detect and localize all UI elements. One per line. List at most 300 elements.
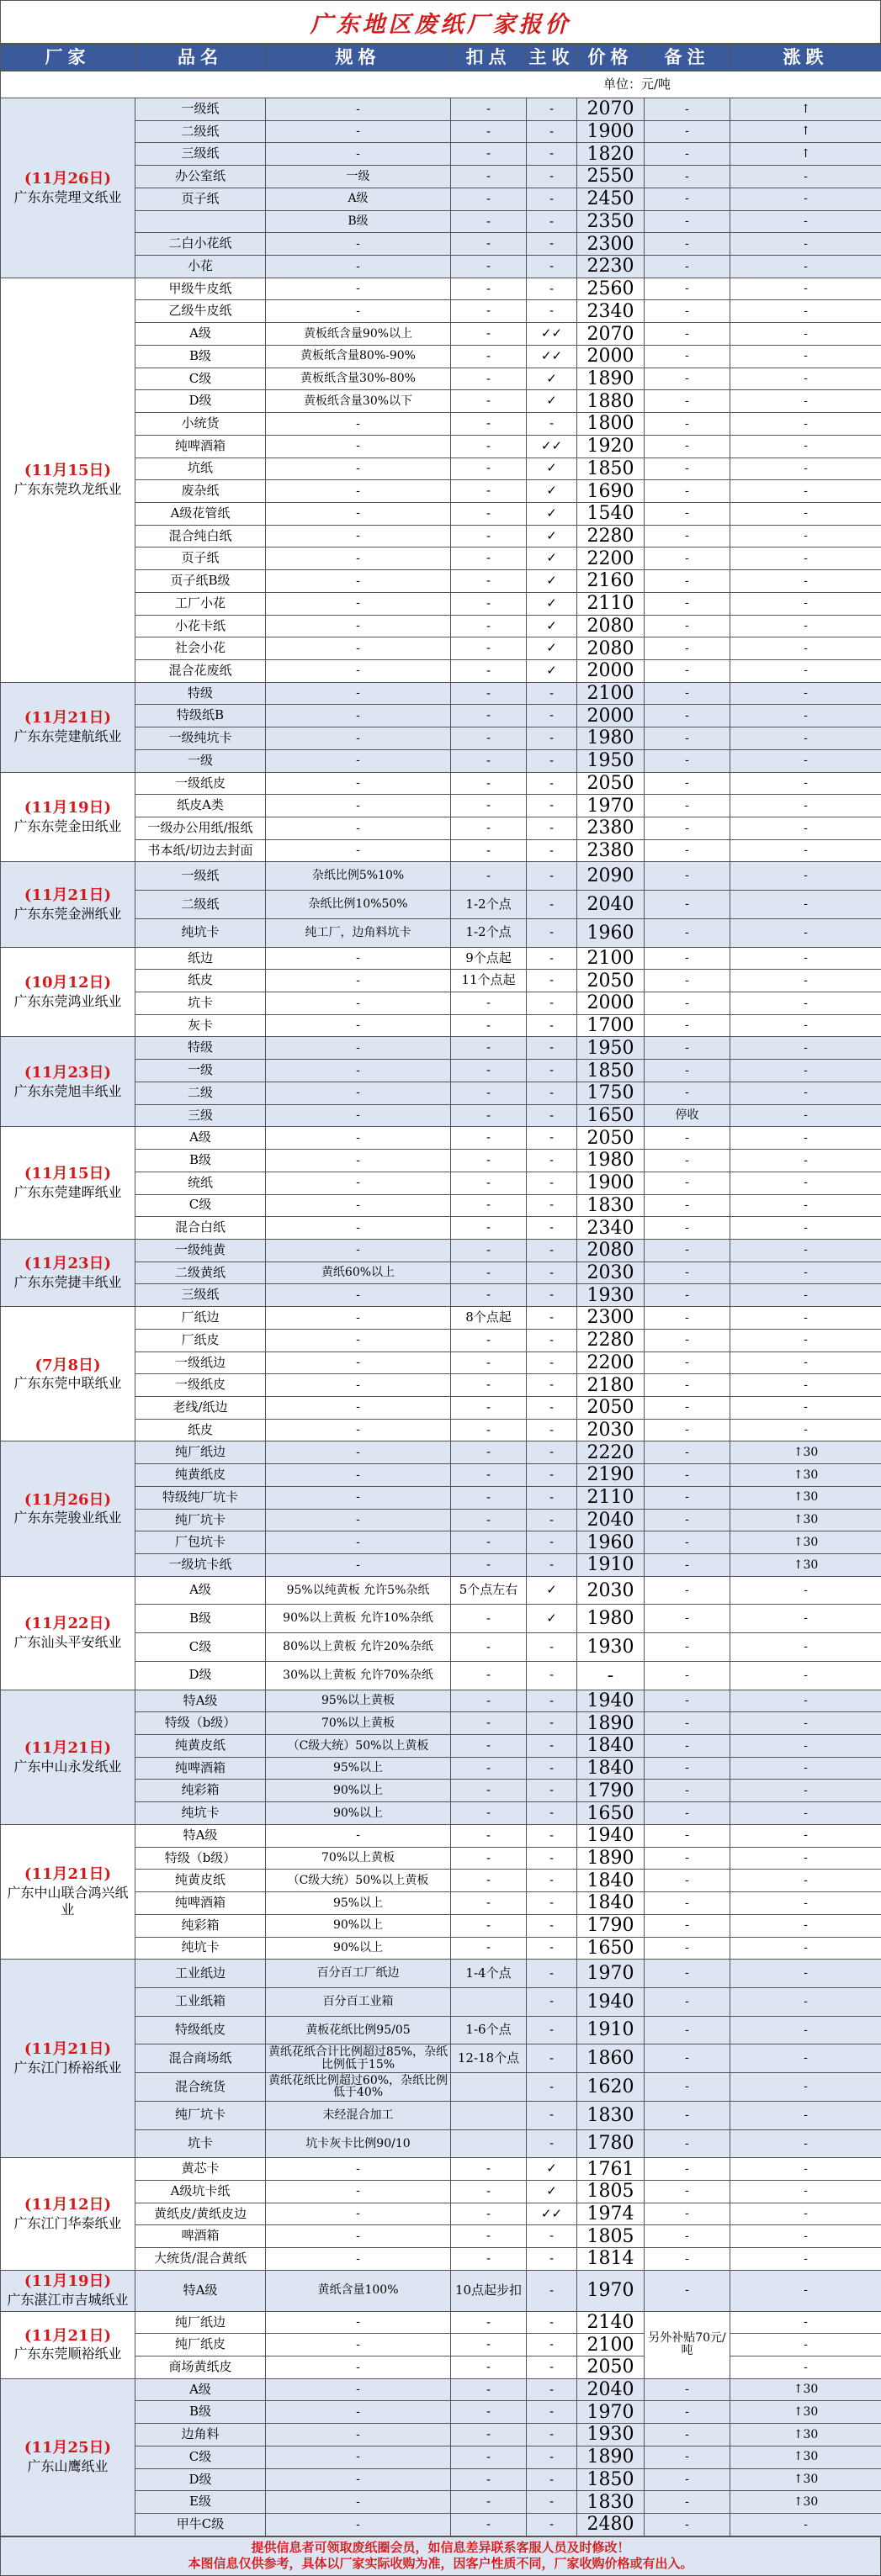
product-cell: 小统货: [135, 413, 266, 436]
change-cell: -: [730, 502, 881, 525]
table-row: [1, 2378, 881, 2401]
note-cell: -: [645, 1037, 730, 1060]
table-row: [1, 862, 881, 891]
change-cell: -: [730, 1824, 881, 1847]
deduct-cell: -: [451, 1396, 527, 1419]
table-row: [1, 278, 881, 300]
price-cell: 2190: [577, 1464, 645, 1487]
product-cell: 坑纸: [135, 458, 266, 480]
note-cell: -: [645, 637, 730, 660]
deduct-cell: -: [451, 1419, 527, 1441]
main-buy-cell: -: [527, 891, 577, 919]
product-cell: 厂包坑卡: [135, 1531, 266, 1554]
price-cell: 2560: [577, 278, 645, 300]
deduct-cell: -: [451, 1150, 527, 1172]
price-cell: 1970: [577, 2270, 645, 2311]
deduct-cell: -: [451, 1172, 527, 1194]
product-cell: 纯啤酒箱: [135, 435, 266, 458]
price-cell: 1960: [577, 1531, 645, 1554]
main-buy-cell: ✓: [527, 659, 577, 682]
product-cell: 纯厂坑卡: [135, 1509, 266, 1531]
main-buy-cell: -: [527, 2334, 577, 2356]
product-cell: 甲牛C级: [135, 2514, 266, 2536]
note-cell: -: [645, 1060, 730, 1082]
note-cell: -: [645, 1690, 730, 1712]
spec-cell: -: [266, 2468, 451, 2491]
main-buy-cell: -: [527, 1104, 577, 1127]
deduct-cell: -: [451, 1824, 527, 1847]
main-buy-cell: -: [527, 2491, 577, 2514]
main-buy-cell: -: [527, 2401, 577, 2424]
deduct-cell: -: [451, 1735, 527, 1758]
price-cell: 1970: [577, 795, 645, 817]
note-cell: -: [645, 772, 730, 795]
company-name: 广东东莞鸿业纸业: [13, 992, 122, 1009]
note-cell: -: [645, 705, 730, 727]
product-cell: 纯厂纸皮: [135, 2334, 266, 2356]
change-cell: -: [730, 1712, 881, 1735]
price-cell: 2050: [577, 1127, 645, 1150]
change-cell: -: [730, 970, 881, 992]
spec-cell: 黄板纸含量80%-90%: [266, 345, 451, 368]
deduct-cell: -: [451, 682, 527, 705]
main-buy-cell: -: [527, 1757, 577, 1780]
change-cell: -: [730, 2311, 881, 2334]
col-header-company: 厂家: [1, 45, 135, 71]
note-cell: -: [645, 1396, 730, 1419]
deduct-cell: -: [451, 1757, 527, 1780]
main-buy-cell: -: [527, 2446, 577, 2468]
note-cell: -: [645, 480, 730, 503]
note-cell: -: [645, 795, 730, 817]
company-name: 广东东莞玖龙纸业: [13, 480, 122, 497]
spec-cell: -: [266, 592, 451, 615]
deduct-cell: -: [451, 1486, 527, 1509]
price-cell: 1970: [577, 1960, 645, 1988]
product-cell: 纯黄皮纸: [135, 1870, 266, 1892]
spec-cell: 纯工厂，边角料坑卡: [266, 918, 451, 947]
note-cell: 停收: [645, 1104, 730, 1127]
price-cell: 1980: [577, 1605, 645, 1633]
change-cell: -: [730, 1576, 881, 1605]
company-group: [1, 1690, 881, 1824]
company-name: 广东江门华泰纸业: [13, 2214, 122, 2231]
product-cell: 纯坑卡: [135, 1802, 266, 1825]
note-cell: -: [645, 970, 730, 992]
main-buy-cell: -: [527, 1127, 577, 1150]
company-name: 广东东莞捷丰纸业: [13, 1273, 122, 1290]
main-buy-cell: ✓: [527, 2158, 577, 2181]
price-cell: 2100: [577, 2334, 645, 2356]
spec-cell: 90%以上黄板 允许10%杂纸: [266, 1605, 451, 1633]
main-buy-cell: -: [527, 1960, 577, 1988]
price-cell: 2230: [577, 256, 645, 278]
price-cell: -: [577, 1661, 645, 1690]
product-cell: 页子纸B级: [135, 570, 266, 593]
deduct-cell: [451, 2129, 527, 2158]
deduct-cell: 8个点起: [451, 1307, 527, 1330]
price-cell: 2140: [577, 2311, 645, 2334]
main-buy-cell: -: [527, 817, 577, 840]
price-cell: 1830: [577, 2101, 645, 2129]
product-cell: 工业纸箱: [135, 1987, 266, 2016]
change-cell: ↑30: [730, 1554, 881, 1577]
change-cell: -: [730, 1757, 881, 1780]
spec-cell: -: [266, 1060, 451, 1082]
deduct-cell: -: [451, 300, 527, 323]
spec-cell: 70%以上黄板: [266, 1712, 451, 1735]
change-cell: -: [730, 1284, 881, 1307]
product-cell: 纯厂纸边: [135, 2311, 266, 2334]
spec-cell: -: [266, 1509, 451, 1531]
note-cell: -: [645, 1374, 730, 1397]
spec-cell: -: [266, 1307, 451, 1330]
product-cell: 商场黄纸皮: [135, 2356, 266, 2379]
price-cell: 2000: [577, 345, 645, 368]
main-buy-cell: -: [527, 2270, 577, 2311]
spec-cell: -: [266, 2225, 451, 2248]
spec-cell: -: [266, 1194, 451, 1217]
note-cell: -: [645, 98, 730, 121]
company-group: [1, 1576, 881, 1690]
change-cell: ↑30: [730, 2446, 881, 2468]
deduct-cell: -: [451, 1892, 527, 1915]
product-cell: 一级: [135, 749, 266, 772]
deduct-cell: -: [451, 143, 527, 166]
change-cell: -: [730, 1960, 881, 1988]
change-cell: ↑30: [730, 2468, 881, 2491]
spec-cell: -: [266, 1082, 451, 1104]
note-cell: -: [645, 413, 730, 436]
product-cell: 灰卡: [135, 1014, 266, 1037]
company-cell: [1, 1239, 135, 1306]
spec-cell: -: [266, 525, 451, 547]
deduct-cell: -: [451, 525, 527, 547]
spec-cell: 90%以上: [266, 1802, 451, 1825]
main-buy-cell: -: [527, 1914, 577, 1937]
change-cell: -: [730, 2101, 881, 2129]
main-buy-cell: -: [527, 120, 577, 143]
price-cell: 1850: [577, 2468, 645, 2491]
change-cell: -: [730, 1396, 881, 1419]
col-header-product: 品名: [135, 45, 266, 71]
product-cell: 二级纸: [135, 120, 266, 143]
main-buy-cell: -: [527, 749, 577, 772]
price-cell: 1690: [577, 480, 645, 503]
price-cell: 1700: [577, 1014, 645, 1037]
change-cell: -: [730, 1661, 881, 1690]
deduct-cell: -: [451, 1661, 527, 1690]
main-buy-cell: -: [527, 2101, 577, 2129]
note-cell: -: [645, 502, 730, 525]
company-date: (11月21日): [24, 2040, 112, 2059]
price-cell: 1790: [577, 1914, 645, 1937]
deduct-cell: -: [451, 1194, 527, 1217]
spec-cell: （C级大统）50%以上黄板: [266, 1870, 451, 1892]
deduct-cell: -: [451, 2311, 527, 2334]
deduct-cell: -: [451, 705, 527, 727]
note-cell: -: [645, 1486, 730, 1509]
price-cell: 1540: [577, 502, 645, 525]
note-cell: -: [645, 1661, 730, 1690]
price-cell: 2380: [577, 839, 645, 862]
main-buy-cell: -: [527, 727, 577, 750]
price-cell: 1970: [577, 2401, 645, 2424]
price-cell: 1840: [577, 1870, 645, 1892]
main-buy-cell: -: [527, 1441, 577, 1464]
change-cell: -: [730, 615, 881, 637]
deduct-cell: -: [451, 1690, 527, 1712]
note-cell: -: [645, 2424, 730, 2446]
main-buy-cell: -: [527, 1060, 577, 1082]
note-cell: -: [645, 1605, 730, 1633]
price-cell: 2050: [577, 772, 645, 795]
price-cell: 1830: [577, 1194, 645, 1217]
main-buy-cell: -: [527, 2225, 577, 2248]
col-header-price: 价格: [577, 45, 645, 71]
note-cell: -: [645, 2225, 730, 2248]
change-cell: -: [730, 1037, 881, 1060]
change-cell: -: [730, 368, 881, 390]
company-date: (11月21日): [24, 1865, 112, 1884]
price-cell: 1930: [577, 1633, 645, 1662]
price-cell: 2000: [577, 705, 645, 727]
change-cell: -: [730, 547, 881, 570]
note-cell: -: [645, 1239, 730, 1262]
company-cell: [1, 278, 135, 682]
main-buy-cell: ✓: [527, 637, 577, 660]
spec-cell: -: [266, 1014, 451, 1037]
product-cell: A级花管纸: [135, 502, 266, 525]
deduct-cell: -: [451, 2158, 527, 2181]
price-cell: 2000: [577, 992, 645, 1015]
price-cell: 1900: [577, 120, 645, 143]
change-cell: -: [730, 458, 881, 480]
change-cell: ↑30: [730, 1486, 881, 1509]
change-cell: -: [730, 1870, 881, 1892]
deduct-cell: -: [451, 1037, 527, 1060]
company-group: [1, 1127, 881, 1240]
price-cell: 2000: [577, 659, 645, 682]
price-cell: 1820: [577, 143, 645, 166]
note-cell: -: [645, 323, 730, 346]
price-cell: 2300: [577, 1307, 645, 1330]
table-row: [1, 1824, 881, 1847]
change-cell: -: [730, 390, 881, 413]
price-cell: 1930: [577, 2424, 645, 2446]
note-cell: -: [645, 1892, 730, 1915]
product-cell: A级: [135, 2378, 266, 2401]
note-cell: -: [645, 1194, 730, 1217]
spec-cell: -: [266, 1531, 451, 1554]
main-buy-cell: -: [527, 1262, 577, 1284]
main-buy-cell: -: [527, 1509, 577, 1531]
deduct-cell: -: [451, 2401, 527, 2424]
main-buy-cell: ✓: [527, 502, 577, 525]
unit-row-body: [1, 71, 881, 98]
deduct-cell: 11个点起: [451, 970, 527, 992]
main-buy-cell: -: [527, 1419, 577, 1441]
change-cell: -: [730, 1351, 881, 1374]
product-cell: D级: [135, 390, 266, 413]
deduct-cell: -: [451, 1217, 527, 1240]
deduct-cell: -: [451, 1554, 527, 1577]
spec-cell: -: [266, 749, 451, 772]
deduct-cell: -: [451, 992, 527, 1015]
company-cell: [1, 1690, 135, 1824]
company-group: [1, 1239, 881, 1306]
spec-cell: 90%以上: [266, 1780, 451, 1802]
change-cell: -: [730, 992, 881, 1015]
main-buy-cell: -: [527, 1554, 577, 1577]
change-cell: -: [730, 1802, 881, 1825]
change-cell: -: [730, 1780, 881, 1802]
spec-cell: -: [266, 637, 451, 660]
product-cell: 厂纸边: [135, 1307, 266, 1330]
product-cell: 混合商场纸: [135, 2044, 266, 2073]
note-cell: -: [645, 2270, 730, 2311]
company-group: [1, 1307, 881, 1441]
deduct-cell: -: [451, 166, 527, 188]
company-cell: [1, 2270, 135, 2311]
change-cell: -: [730, 166, 881, 188]
change-cell: ↑: [730, 143, 881, 166]
spec-cell: 黄板纸含量30%-80%: [266, 368, 451, 390]
spec-cell: -: [266, 413, 451, 436]
company-name: 广东江门桥裕纸业: [13, 2059, 122, 2076]
change-cell: -: [730, 1892, 881, 1915]
deduct-cell: -: [451, 862, 527, 891]
spec-cell: 90%以上: [266, 1937, 451, 1960]
change-cell: ↑30: [730, 1509, 881, 1531]
product-cell: 坑卡: [135, 2129, 266, 2158]
deduct-cell: -: [451, 659, 527, 682]
deduct-cell: 1-4个点: [451, 1960, 527, 1988]
footer-line-1: 提供信息者可领取废纸圈会员，如信息差异联系客服人员及时修改！: [251, 2539, 630, 2555]
product-cell: 纯坑卡: [135, 1937, 266, 1960]
company-group: [1, 947, 881, 1037]
product-cell: 工厂小花: [135, 592, 266, 615]
spec-cell: -: [266, 1464, 451, 1487]
note-cell: -: [645, 458, 730, 480]
note-cell: -: [645, 1307, 730, 1330]
product-cell: 二级纸: [135, 891, 266, 919]
company-cell: [1, 1960, 135, 2158]
table-row: [1, 1239, 881, 1262]
change-cell: -: [730, 210, 881, 233]
note-cell: -: [645, 947, 730, 970]
deduct-cell: -: [451, 1060, 527, 1082]
footer-disclaimer: [0, 2536, 881, 2576]
main-buy-cell: -: [527, 1284, 577, 1307]
price-cell: 1840: [577, 1892, 645, 1915]
note-cell: -: [645, 1576, 730, 1605]
note-cell: -: [645, 256, 730, 278]
table-row: [1, 1960, 881, 1988]
change-cell: ↑30: [730, 1441, 881, 1464]
deduct-cell: -: [451, 2468, 527, 2491]
company-cell: [1, 1441, 135, 1576]
main-buy-cell: ✓: [527, 547, 577, 570]
company-date: (11月21日): [24, 1739, 112, 1757]
main-buy-cell: ✓: [527, 525, 577, 547]
note-cell: -: [645, 2378, 730, 2401]
spec-cell: -: [266, 233, 451, 256]
main-buy-cell: -: [527, 1712, 577, 1735]
price-cell: 1650: [577, 1937, 645, 1960]
note-cell: -: [645, 120, 730, 143]
deduct-cell: -: [451, 1284, 527, 1307]
spec-cell: 95%以上黄板: [266, 1690, 451, 1712]
note-cell: -: [645, 2446, 730, 2468]
change-cell: -: [730, 1987, 881, 2016]
deduct-cell: -: [451, 1441, 527, 1464]
main-buy-cell: -: [527, 1633, 577, 1662]
main-buy-cell: -: [527, 1987, 577, 2016]
company-group: [1, 1037, 881, 1127]
main-buy-cell: -: [527, 2248, 577, 2271]
change-cell: -: [730, 659, 881, 682]
product-cell: 一级办公用纸/报纸: [135, 817, 266, 840]
change-cell: -: [730, 345, 881, 368]
spec-cell: 坑卡灰卡比例90/10: [266, 2129, 451, 2158]
price-cell: 2080: [577, 615, 645, 637]
note-cell: -: [645, 435, 730, 458]
footer-line-2: 本图信息仅供参考，具体以厂家实际收购为准，因客户性质不同，厂家收购价格或有出入。: [188, 2556, 693, 2572]
product-cell: B级: [135, 1150, 266, 1172]
deduct-cell: -: [451, 502, 527, 525]
product-cell: 特级纸皮: [135, 2016, 266, 2044]
change-cell: ↑: [730, 98, 881, 121]
change-cell: -: [730, 1735, 881, 1758]
main-buy-cell: ✓✓: [527, 323, 577, 346]
main-buy-cell: -: [527, 772, 577, 795]
price-cell: 2050: [577, 2356, 645, 2379]
spec-cell: （C级大统）50%以上黄板: [266, 1735, 451, 1758]
note-cell: -: [645, 525, 730, 547]
main-buy-cell: -: [527, 1374, 577, 1397]
product-cell: 黄纸皮/黄纸皮边: [135, 2203, 266, 2225]
price-cell: 2340: [577, 1217, 645, 1240]
price-cell: 1750: [577, 1082, 645, 1104]
price-cell: 1840: [577, 1735, 645, 1758]
table-row: [1, 1127, 881, 1150]
change-cell: -: [730, 947, 881, 970]
deduct-cell: [451, 1987, 527, 2016]
spec-cell: -: [266, 435, 451, 458]
product-cell: C级: [135, 2446, 266, 2468]
page-title: 广东地区废纸厂家报价: [0, 0, 881, 44]
note-cell: -: [645, 1757, 730, 1780]
spec-cell: -: [266, 992, 451, 1015]
company-date: (11月26日): [24, 170, 112, 188]
change-cell: -: [730, 839, 881, 862]
note-cell: -: [645, 1014, 730, 1037]
product-cell: 混合花废纸: [135, 659, 266, 682]
company-group: [1, 2158, 881, 2271]
col-header-main: 主收: [527, 45, 577, 71]
note-cell: -: [645, 1987, 730, 2016]
product-cell: A级: [135, 1127, 266, 1150]
spec-cell: 杂纸比例5%10%: [266, 862, 451, 891]
change-cell: -: [730, 413, 881, 436]
deduct-cell: 5个点左右: [451, 1576, 527, 1605]
price-cell: 2110: [577, 592, 645, 615]
price-cell: 2110: [577, 1486, 645, 1509]
product-cell: 小花卡纸: [135, 615, 266, 637]
price-cell: 1974: [577, 2203, 645, 2225]
main-buy-cell: -: [527, 970, 577, 992]
